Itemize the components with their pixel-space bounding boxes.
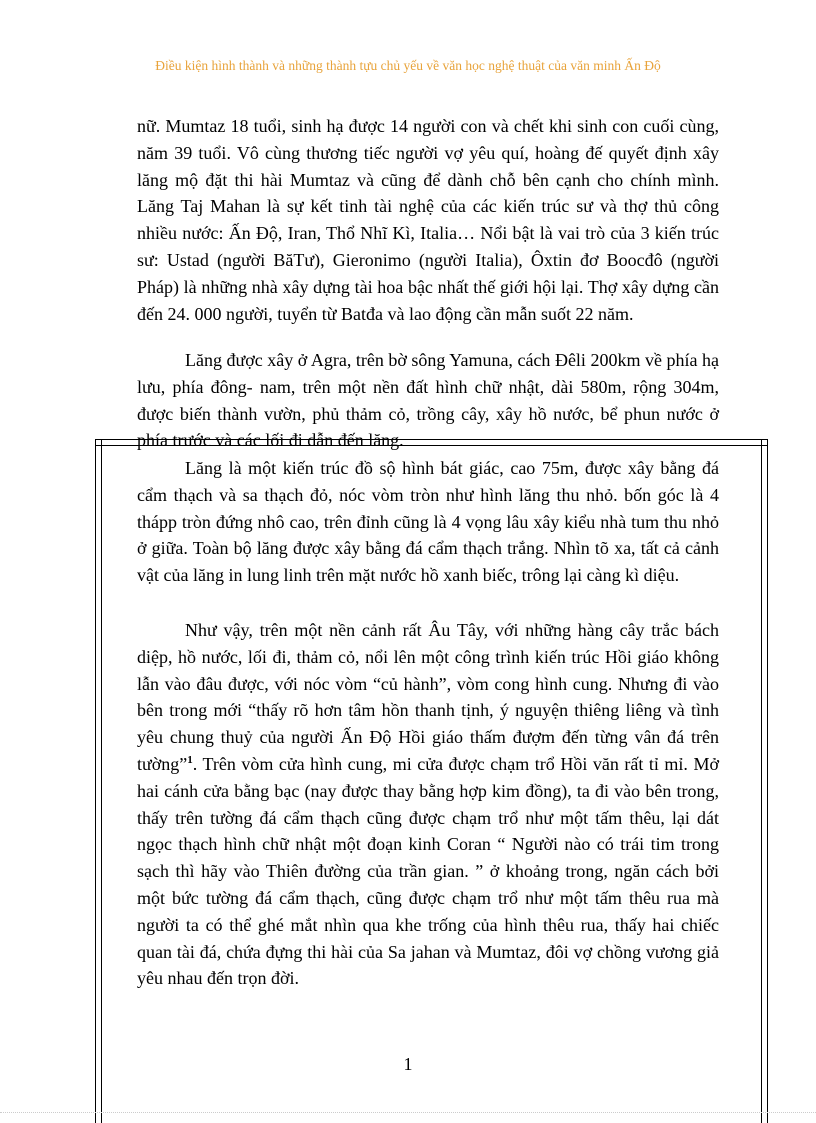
page-header: Điều kiện hình thành và những thành tựu chủ yếu về văn học nghệ thuật của văn minh Ấn Độ [155,58,661,73]
paragraph-interior-part1: Như vậy, trên một nền cảnh rất Âu Tây, với những hàng cây trắc bách diệp, hồ nước, lối đi, thảm cỏ, nổi lên một công trình kiến trúc Hồi giáo không lẫn vào đâu được, với nóc vòm “củ hành”, vòm cong hình cung. Nhưng đi vào bên trong mới “thấy rõ hơn tâm hồn thanh tịnh, ý nguyện thiêng liêng và tình yêu chung thuỷ của người Ấn Độ Hồi giáo thấm đượm đến từng vân đá trên tường” [137,620,719,774]
page-border-left [95,439,102,1123]
page-border-top [95,439,768,446]
paragraph-location: Lăng được xây ở Agra, trên bờ sông Yamuna, cách Đêli 200km về phía hạ lưu, phía đông- nam, trên một nền đất hình chữ nhật, dài 580m, rộng 304m, được biến thành vườn, phủ thảm cỏ, trồng cây, xây hồ nước, bể phun nước ở phía trước và các lối đi dẫn đến lăng. [137,350,719,451]
paragraph-interior-part2: . Trên vòm cửa hình cung, mi cửa được chạm trổ Hồi văn rất tỉ mỉ. Mở hai cánh cửa bằng bạc (nay được thay bằng hợp kim đồng), ta đi vào bên trong, thấy trên tường đá cẩm thạch cũng được chạm trổ như một tấm thêu, lại dát ngọc thạch hình chữ nhật một đoạn kinh Coran “ Người nào có trái tim trong sạch thì hãy vào Thiên đường của trần gian. ” ở khoảng trong, ngăn cách bởi một bức tường đá cẩm thạch, cũng được chạm trổ như một tấm thêu rua mà người ta có thể ghé mắt nhìn qua khe trống của hình thêu rua, thấy hai chiếc quan tài đá, chứa đựng thi hài của Sa jahan và Mumtaz, đôi vợ chồng vương giả yêu nhau đến trọn đời. [137,753,719,989]
page-bottom-divider [0,1112,816,1114]
paragraph-mumtaz: nữ. Mumtaz 18 tuổi, sinh hạ được 14 người con và chết khi sinh con cuối cùng, năm 39 tuổi. Vô cùng thương tiếc người vợ yêu quí, hoàng đế quyết định xây lăng mộ đặt thi hài Mumtaz và cũng để dành chỗ bên cạnh cho chính mình. Lăng Taj Mahan là sự kết tinh tài nghệ của các kiến trúc sư và thợ thủ công nhiều nước: Ấn Độ, Iran, Thổ Nhĩ Kì, Italia… Nổi bật là vai trò của 3 kiến trúc sư: Ustad (người BăTư), Gieronimo (người Italia), Ôxtin đơ Boocđô (người Pháp) là những nhà xây dựng tài hoa bậc nhất thế giới hội lại. Thợ xây dựng cần đến 24. 000 người, tuyển từ Batđa và lao động cần mẫn suốt 22 năm. [137,116,719,324]
paragraph-architecture: Lăng là một kiến trúc đồ sộ hình bát giác, cao 75m, được xây bằng đá cẩm thạch và sa thạch đỏ, nóc vòm tròn như hình lăng thu nhỏ. bốn góc là 4 thápp tròn đứng nhô cao, trên đỉnh cũng là 4 vọng lâu xây kiểu nhà tum thu nhỏ ở giữa. Toàn bộ lăng được xây bằng đá cẩm thạch trắng. Nhìn tõ xa, tất cả cảnh vật của lăng in lung linh trên mặt nước hồ xanh biếc, trông lại càng kì diệu. [137,458,719,586]
page-border-right [761,439,768,1123]
footnote-marker: 1 [187,753,193,766]
page-number: 1 [403,1054,413,1074]
paragraph-interior [137,617,719,992]
